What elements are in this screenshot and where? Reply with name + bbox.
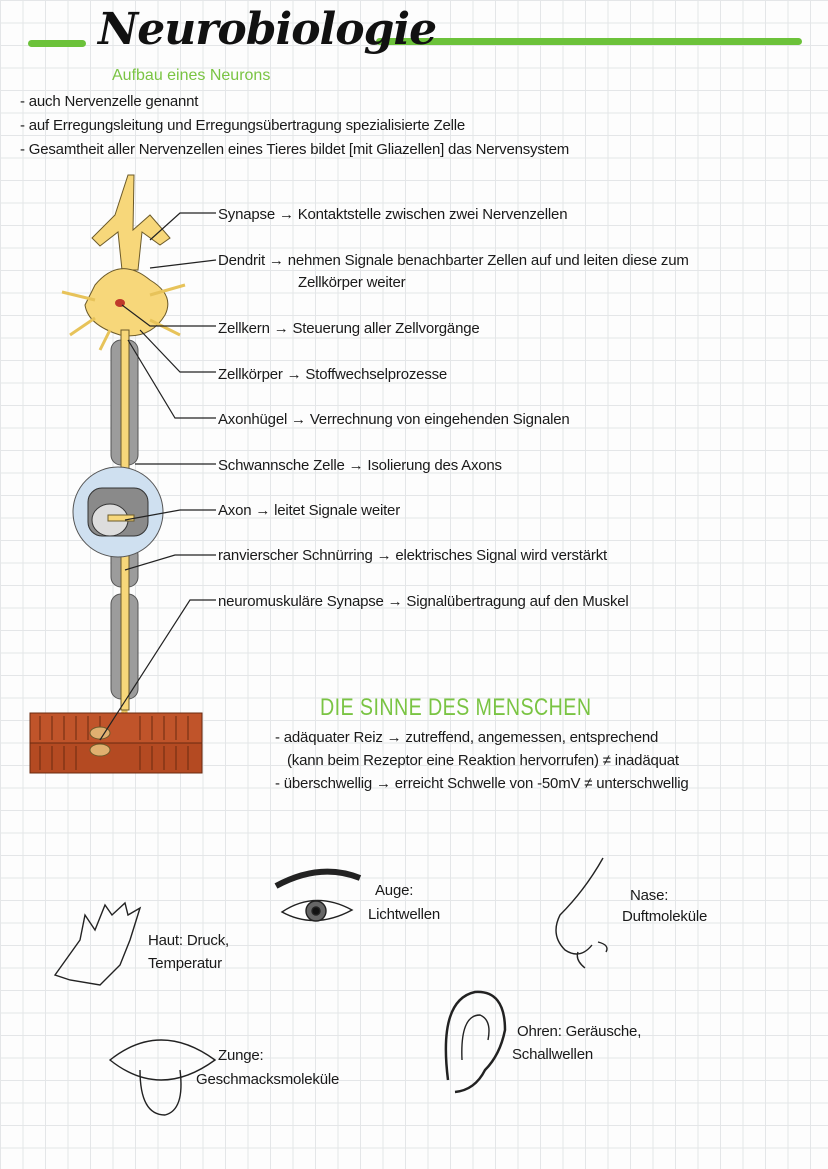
- senses-bullet: - überschwellig → erreicht Schwelle von -50mV ≠ unterschwellig: [275, 775, 689, 792]
- senses-bullet: (kann beim Rezeptor eine Reaktion hervorrufen) ≠ inadäquat: [287, 752, 679, 769]
- eye-label: Auge:: [375, 882, 414, 899]
- skin-label: Haut: Druck,: [148, 932, 229, 949]
- ear-icon: [446, 992, 505, 1092]
- intro-bullet: - auch Nervenzelle genannt: [20, 93, 199, 110]
- label-zellkoerper: Zellkörper → Stoffwechselprozesse: [218, 366, 448, 383]
- hand-icon: [55, 903, 140, 985]
- eyebrow: [276, 872, 360, 886]
- label-ranvier: ranvierscher Schnürring → elektrisches Signal wird verstärkt: [218, 547, 607, 564]
- subtitle: Aufbau eines Neurons: [112, 67, 271, 84]
- intro-bullet: - Gesamtheit aller Nervenzellen eines Tieres bildet [mit Gliazellen] das Nervensystem: [20, 141, 570, 158]
- nose-label: Nase:: [630, 887, 669, 904]
- page-title: Neurobiologie: [98, 4, 437, 55]
- senses-heading: DIE SINNE DES MENSCHEN: [320, 694, 592, 721]
- intro-bullet: - auf Erregungsleitung und Erregungsübertragung spezialisierte Zelle: [20, 117, 466, 134]
- label-axonhuegel: Axonhügel → Verrechnung von eingehenden Signalen: [218, 411, 570, 428]
- ear-label: Ohren: Geräusche,: [517, 1023, 642, 1040]
- label-zellkern: Zellkern → Steuerung aller Zellvorgänge: [218, 320, 480, 337]
- nose-desc: Duftmoleküle: [622, 908, 708, 925]
- senses-bullet: - adäquater Reiz → zutreffend, angemessen, entsprechend: [275, 729, 659, 746]
- tongue-label: Zunge:: [218, 1047, 264, 1064]
- label-axon: Axon → leitet Signale weiter: [218, 502, 400, 519]
- tongue-desc: Geschmacksmoleküle: [196, 1071, 340, 1088]
- label-schwann: Schwannsche Zelle → Isolierung des Axons: [218, 457, 502, 474]
- nose-icon: [556, 858, 607, 968]
- ear-desc: Schallwellen: [512, 1046, 593, 1063]
- label-dendrit: Dendrit → nehmen Signale benachbarter Zellen auf und leiten diese zum: [218, 252, 689, 269]
- skin-desc: Temperatur: [148, 955, 222, 972]
- eye-desc: Lichtwellen: [368, 906, 441, 923]
- label-neuromuscular: neuromuskuläre Synapse → Signalübertragung auf den Muskel: [218, 593, 629, 610]
- label-synapse: Synapse → Kontaktstelle zwischen zwei Nervenzellen: [218, 206, 568, 223]
- label-dendrit-cont: Zellkörper weiter: [298, 274, 406, 291]
